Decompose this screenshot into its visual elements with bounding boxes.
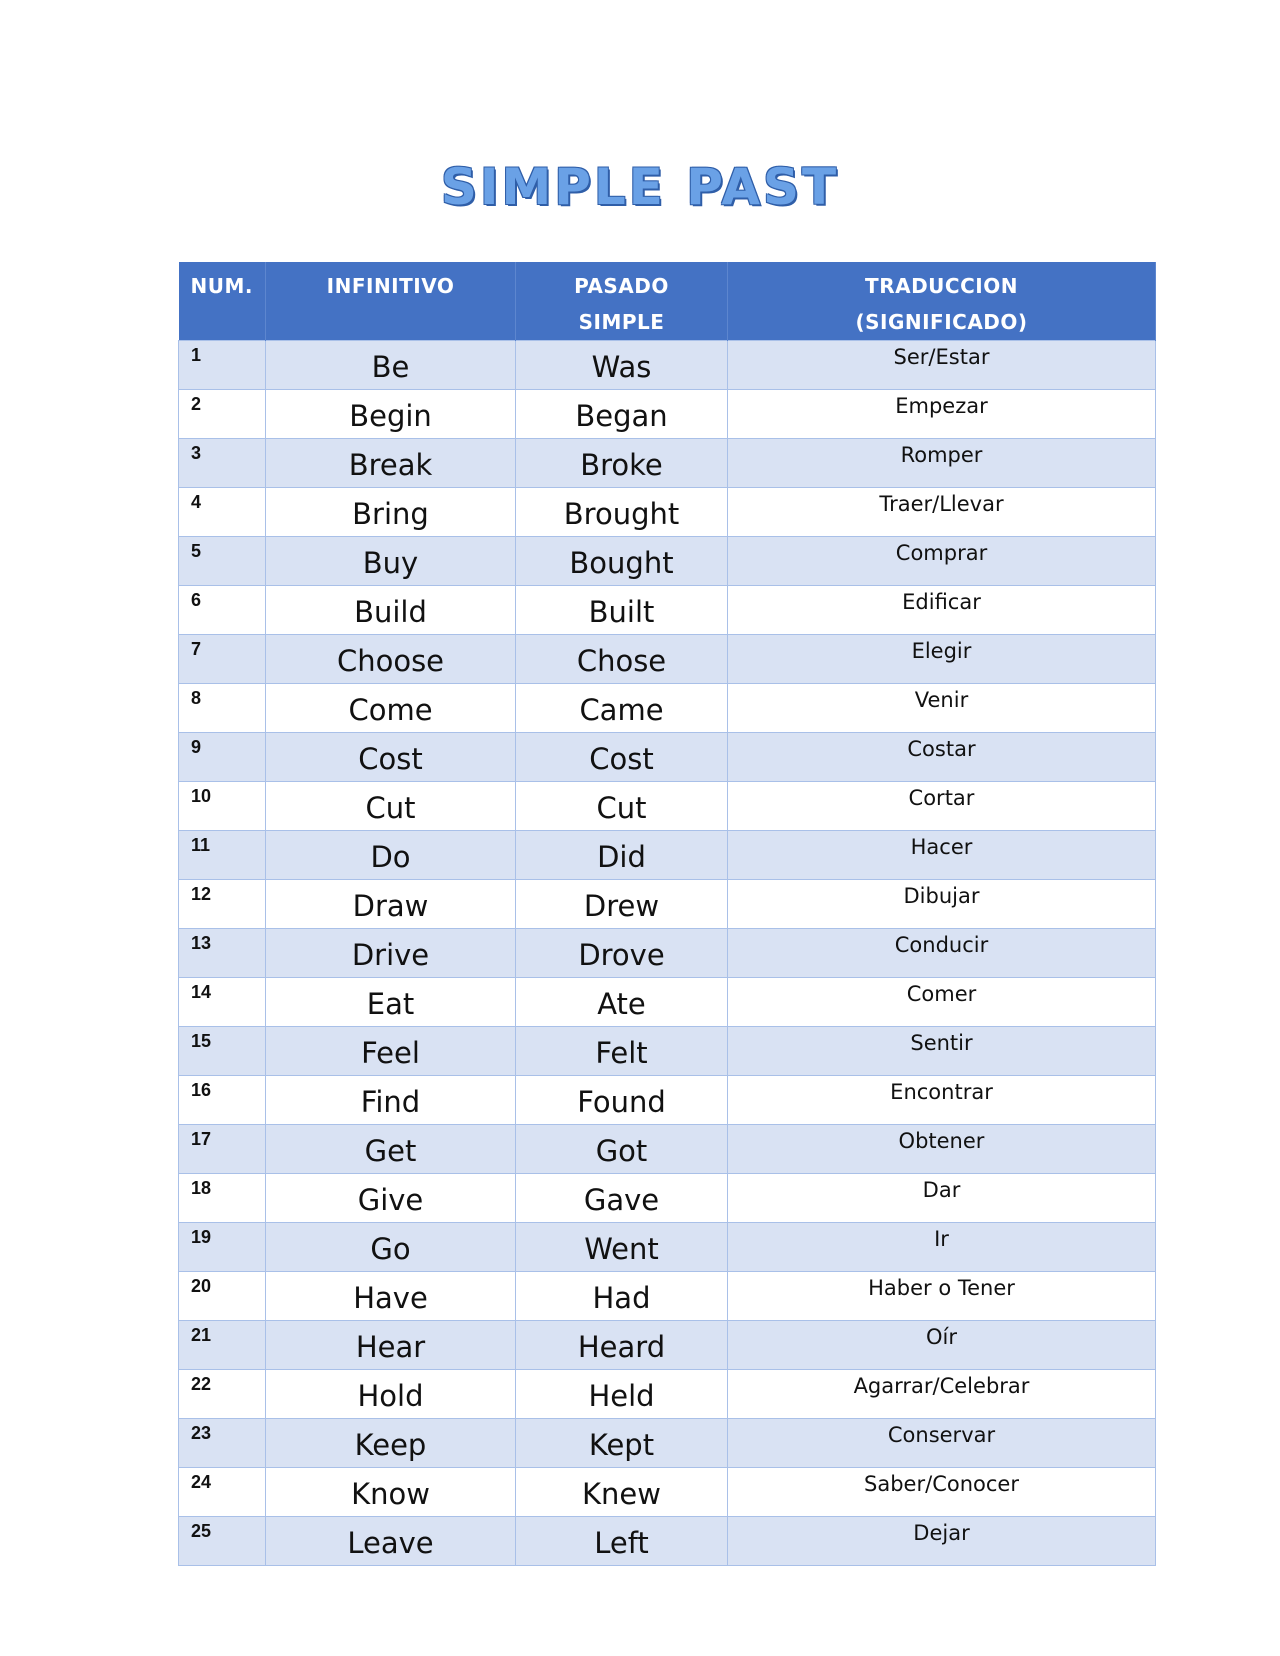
translation-cell: Traer/Llevar bbox=[728, 488, 1156, 537]
past-cell: Drew bbox=[516, 880, 728, 929]
header-translation-line1: TRADUCCION bbox=[865, 274, 1018, 298]
translation-cell: Dejar bbox=[728, 1517, 1156, 1566]
header-infinitive-label: INFINITIVO bbox=[326, 274, 455, 298]
past-cell: Drove bbox=[516, 929, 728, 978]
infinitive-cell: Give bbox=[266, 1174, 516, 1223]
past-cell: Got bbox=[516, 1125, 728, 1174]
table-row bbox=[179, 537, 1156, 586]
table-row bbox=[179, 1419, 1156, 1468]
translation-cell: Haber o Tener bbox=[728, 1272, 1156, 1321]
row-number: 5 bbox=[179, 537, 266, 586]
row-number: 1 bbox=[179, 341, 266, 390]
past-cell: Began bbox=[516, 390, 728, 439]
row-number: 24 bbox=[179, 1468, 266, 1517]
past-cell: Brought bbox=[516, 488, 728, 537]
past-cell: Broke bbox=[516, 439, 728, 488]
row-number: 21 bbox=[179, 1321, 266, 1370]
infinitive-cell: Begin bbox=[266, 390, 516, 439]
past-cell: Cut bbox=[516, 782, 728, 831]
translation-cell: Comprar bbox=[728, 537, 1156, 586]
verb-table bbox=[178, 262, 1156, 1566]
row-number: 6 bbox=[179, 586, 266, 635]
row-number: 15 bbox=[179, 1027, 266, 1076]
table-row bbox=[179, 733, 1156, 782]
translation-cell: Dar bbox=[728, 1174, 1156, 1223]
page-title: SIMPLE PAST bbox=[440, 158, 840, 216]
past-cell: Felt bbox=[516, 1027, 728, 1076]
row-number: 11 bbox=[179, 831, 266, 880]
past-cell: Cost bbox=[516, 733, 728, 782]
infinitive-cell: Break bbox=[266, 439, 516, 488]
table-row bbox=[179, 1174, 1156, 1223]
table-row bbox=[179, 978, 1156, 1027]
row-number: 3 bbox=[179, 439, 266, 488]
infinitive-cell: Come bbox=[266, 684, 516, 733]
row-number: 25 bbox=[179, 1517, 266, 1566]
row-number: 12 bbox=[179, 880, 266, 929]
row-number: 19 bbox=[179, 1223, 266, 1272]
past-cell: Held bbox=[516, 1370, 728, 1419]
row-number: 9 bbox=[179, 733, 266, 782]
infinitive-cell: Bring bbox=[266, 488, 516, 537]
past-cell: Found bbox=[516, 1076, 728, 1125]
table-row bbox=[179, 390, 1156, 439]
infinitive-cell: Cut bbox=[266, 782, 516, 831]
past-cell: Chose bbox=[516, 635, 728, 684]
translation-cell: Costar bbox=[728, 733, 1156, 782]
translation-cell: Venir bbox=[728, 684, 1156, 733]
past-cell: Bought bbox=[516, 537, 728, 586]
infinitive-cell: Feel bbox=[266, 1027, 516, 1076]
table-row bbox=[179, 1125, 1156, 1174]
infinitive-cell: Keep bbox=[266, 1419, 516, 1468]
translation-cell: Elegir bbox=[728, 635, 1156, 684]
translation-cell: Dibujar bbox=[728, 880, 1156, 929]
translation-cell: Empezar bbox=[728, 390, 1156, 439]
infinitive-cell: Cost bbox=[266, 733, 516, 782]
row-number: 23 bbox=[179, 1419, 266, 1468]
row-number: 22 bbox=[179, 1370, 266, 1419]
header-past-line1: PASADO bbox=[574, 274, 669, 298]
table-row bbox=[179, 1321, 1156, 1370]
infinitive-cell: Leave bbox=[266, 1517, 516, 1566]
translation-cell: Edificar bbox=[728, 586, 1156, 635]
translation-cell: Oír bbox=[728, 1321, 1156, 1370]
translation-cell: Encontrar bbox=[728, 1076, 1156, 1125]
table-row bbox=[179, 1272, 1156, 1321]
translation-cell: Romper bbox=[728, 439, 1156, 488]
infinitive-cell: Get bbox=[266, 1125, 516, 1174]
table-row bbox=[179, 1223, 1156, 1272]
row-number: 8 bbox=[179, 684, 266, 733]
header-translation-line2: (SIGNIFICADO) bbox=[855, 310, 1028, 334]
row-number: 17 bbox=[179, 1125, 266, 1174]
table-row bbox=[179, 684, 1156, 733]
past-cell: Went bbox=[516, 1223, 728, 1272]
row-number: 2 bbox=[179, 390, 266, 439]
row-number: 16 bbox=[179, 1076, 266, 1125]
row-number: 20 bbox=[179, 1272, 266, 1321]
infinitive-cell: Draw bbox=[266, 880, 516, 929]
past-cell: Did bbox=[516, 831, 728, 880]
row-number: 18 bbox=[179, 1174, 266, 1223]
header-num-label: NUM. bbox=[190, 274, 253, 298]
past-cell: Knew bbox=[516, 1468, 728, 1517]
infinitive-cell: Be bbox=[266, 341, 516, 390]
translation-cell: Obtener bbox=[728, 1125, 1156, 1174]
row-number: 13 bbox=[179, 929, 266, 978]
translation-cell: Comer bbox=[728, 978, 1156, 1027]
row-number: 4 bbox=[179, 488, 266, 537]
translation-cell: Hacer bbox=[728, 831, 1156, 880]
table-row bbox=[179, 341, 1156, 390]
header-past-line2: SIMPLE bbox=[578, 310, 665, 334]
header-translation bbox=[728, 262, 1156, 341]
table-row bbox=[179, 488, 1156, 537]
past-cell: Gave bbox=[516, 1174, 728, 1223]
infinitive-cell: Eat bbox=[266, 978, 516, 1027]
translation-cell: Ir bbox=[728, 1223, 1156, 1272]
table-row bbox=[179, 782, 1156, 831]
infinitive-cell: Buy bbox=[266, 537, 516, 586]
translation-cell: Conducir bbox=[728, 929, 1156, 978]
table-row bbox=[179, 1468, 1156, 1517]
table-row bbox=[179, 586, 1156, 635]
header-infinitive bbox=[266, 262, 516, 341]
infinitive-cell: Go bbox=[266, 1223, 516, 1272]
header-past bbox=[516, 262, 728, 341]
infinitive-cell: Hold bbox=[266, 1370, 516, 1419]
table-row bbox=[179, 1517, 1156, 1566]
past-cell: Heard bbox=[516, 1321, 728, 1370]
translation-cell: Agarrar/Celebrar bbox=[728, 1370, 1156, 1419]
infinitive-cell: Build bbox=[266, 586, 516, 635]
infinitive-cell: Find bbox=[266, 1076, 516, 1125]
row-number: 14 bbox=[179, 978, 266, 1027]
infinitive-cell: Hear bbox=[266, 1321, 516, 1370]
infinitive-cell: Choose bbox=[266, 635, 516, 684]
past-cell: Built bbox=[516, 586, 728, 635]
infinitive-cell: Know bbox=[266, 1468, 516, 1517]
table-row bbox=[179, 439, 1156, 488]
row-number: 7 bbox=[179, 635, 266, 684]
table-row bbox=[179, 1370, 1156, 1419]
past-cell: Was bbox=[516, 341, 728, 390]
infinitive-cell: Have bbox=[266, 1272, 516, 1321]
translation-cell: Sentir bbox=[728, 1027, 1156, 1076]
table-header-row bbox=[179, 262, 1156, 341]
past-cell: Left bbox=[516, 1517, 728, 1566]
table-row bbox=[179, 831, 1156, 880]
past-cell: Came bbox=[516, 684, 728, 733]
table-row bbox=[179, 1076, 1156, 1125]
translation-cell: Conservar bbox=[728, 1419, 1156, 1468]
translation-cell: Saber/Conocer bbox=[728, 1468, 1156, 1517]
table-row bbox=[179, 880, 1156, 929]
past-cell: Had bbox=[516, 1272, 728, 1321]
past-cell: Ate bbox=[516, 978, 728, 1027]
table-body bbox=[179, 341, 1156, 1566]
past-cell: Kept bbox=[516, 1419, 728, 1468]
header-num bbox=[179, 262, 266, 341]
table-row bbox=[179, 635, 1156, 684]
translation-cell: Ser/Estar bbox=[728, 341, 1156, 390]
row-number: 10 bbox=[179, 782, 266, 831]
translation-cell: Cortar bbox=[728, 782, 1156, 831]
infinitive-cell: Drive bbox=[266, 929, 516, 978]
table-row bbox=[179, 1027, 1156, 1076]
table-row bbox=[179, 929, 1156, 978]
infinitive-cell: Do bbox=[266, 831, 516, 880]
